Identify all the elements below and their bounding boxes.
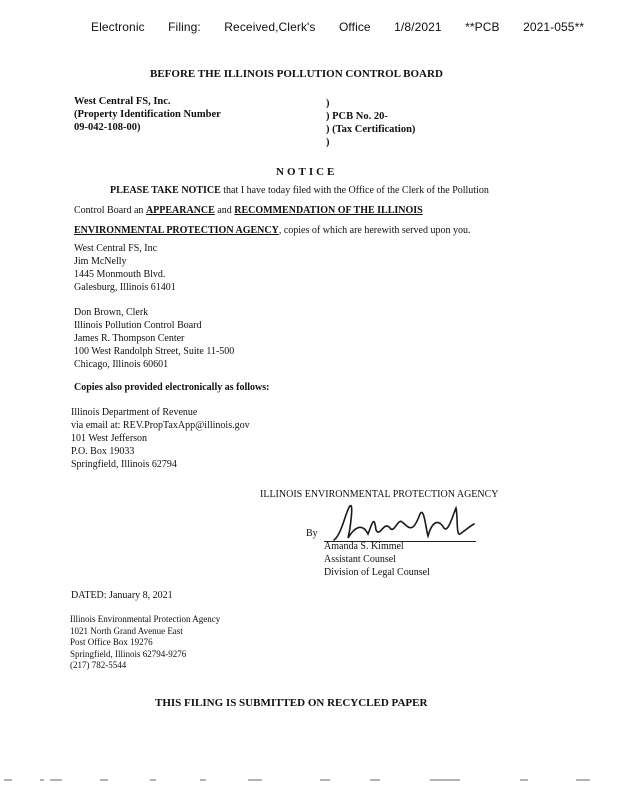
notice-text: and: [214, 205, 235, 216]
caption-line: ) (Tax Certification): [326, 124, 416, 135]
address-line: West Central FS, Inc: [74, 243, 158, 254]
recommendation-title: RECOMMENDATION OF THE ILLINOIS: [234, 205, 423, 216]
address-line: 101 West Jefferson: [71, 433, 148, 444]
address-line: via email at: REV.PropTaxApp@illinois.gov: [71, 420, 250, 431]
notice-line-3: [74, 225, 470, 236]
filing-stamp: [91, 20, 604, 34]
address-line: Chicago, Illinois 60601: [74, 359, 169, 370]
stamp-electronic: Electronic: [91, 20, 145, 34]
notice-line-1: [110, 185, 489, 196]
stamp-date: 1/8/2021: [394, 20, 442, 34]
address-line: Illinois Department of Revenue: [71, 407, 198, 418]
address-line: Post Office Box 19276: [70, 637, 153, 647]
service-address-3: [71, 406, 250, 471]
address-line: P.O. Box 19033: [71, 446, 135, 457]
agency-title: ENVIRONMENTAL PROTECTION AGENCY: [74, 225, 279, 236]
address-line: Illinois Environmental Protection Agency: [70, 614, 221, 624]
signatory-details: [324, 540, 430, 579]
caption-line: ): [326, 98, 330, 109]
signatory-division: Division of Legal Counsel: [324, 567, 430, 578]
stamp-docket: **PCB: [465, 20, 500, 34]
caption-line: (Property Identification Number: [74, 109, 221, 120]
caption-line: 09-042-108-00): [74, 122, 141, 133]
board-header: BEFORE THE ILLINOIS POLLUTION CONTROL BOARD: [150, 68, 443, 80]
notice-line-2: [74, 205, 423, 216]
stamp-filing: Filing:: [168, 20, 201, 34]
copies-heading: Copies also provided electronically as follows:: [74, 382, 270, 393]
address-line: Galesburg, Illinois 61401: [74, 282, 176, 293]
address-line: Don Brown, Clerk: [74, 307, 149, 318]
notice-lead: PLEASE TAKE NOTICE: [110, 185, 221, 196]
case-caption-docket: [326, 97, 415, 149]
address-line: 1445 Monmouth Blvd.: [74, 269, 166, 280]
address-line: James R. Thompson Center: [74, 333, 185, 344]
notice-text: that I have today filed with the Office of the Clerk of the Pollution: [220, 185, 489, 196]
signature-by-label: By: [306, 528, 318, 539]
caption-line: ): [326, 137, 330, 148]
address-line: (217) 782-5544: [70, 660, 127, 670]
caption-line: West Central FS, Inc.: [74, 96, 171, 107]
signatory-title: Assistant Counsel: [324, 554, 396, 565]
caption-line: ) PCB No. 20-: [326, 111, 388, 122]
stamp-received: Received,Clerk's: [224, 20, 316, 34]
notice-title: NOTICE: [276, 166, 338, 178]
address-line: Springfield, Illinois 62794-9276: [70, 648, 187, 659]
stamp-number: 2021-055**: [523, 20, 585, 34]
agency-address: [70, 614, 220, 672]
appearance-title: APPEARANCE: [145, 205, 215, 216]
case-caption-party: [74, 95, 221, 134]
signature-agency: ILLINOIS ENVIRONMENTAL PROTECTION AGENCY: [260, 489, 499, 500]
address-line: Jim McNelly: [74, 256, 127, 267]
signatory-name: Amanda S. Kimmel: [324, 541, 404, 552]
stamp-office: Office: [338, 20, 371, 34]
service-address-2: [74, 306, 234, 371]
notice-text: Control Board an: [74, 205, 146, 216]
address-line: Illinois Pollution Control Board: [74, 320, 202, 331]
notice-text: , copies of which are herewith served upon you.: [278, 225, 471, 236]
address-line: 1021 North Grand Avenue East: [70, 625, 183, 636]
scan-artifact-dashes: [0, 779, 618, 782]
dated-line: DATED: January 8, 2021: [71, 590, 173, 601]
service-address-1: [74, 242, 176, 294]
address-line: 100 West Randolph Street, Suite 11-500: [74, 346, 235, 357]
recycled-paper-footer: THIS FILING IS SUBMITTED ON RECYCLED PAPER: [155, 697, 428, 709]
address-line: Springfield, Illinois 62794: [71, 459, 177, 470]
